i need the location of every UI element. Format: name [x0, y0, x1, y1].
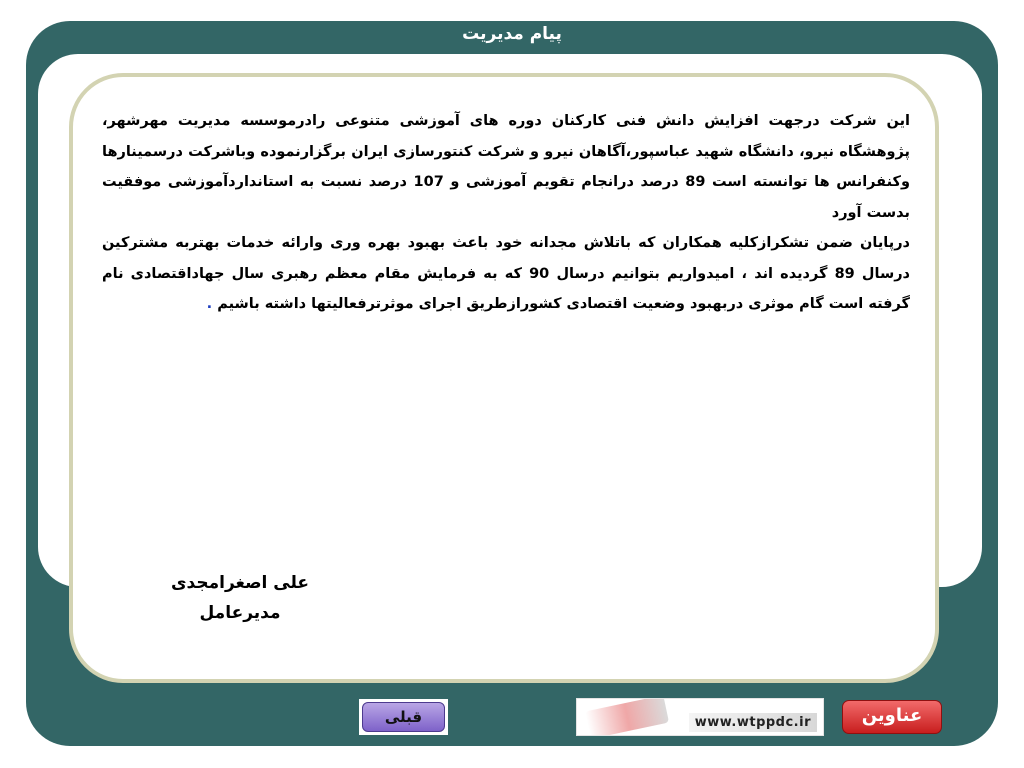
signature-block — [140, 568, 340, 628]
management-message — [102, 106, 910, 320]
website-banner-link[interactable] — [576, 698, 824, 736]
message-paragraph-2: درپایان ضمن تشکرازکلیه همکاران که باتلاش مجدانه خود باعث بهبود بهره وری وارائه خدمات بهتربه مشترکین درسال 89 گردیده اند ، امیدواریم بتوانیم درسال 90 که به فرمایش مقام معظم رهبری سال جهاداقتصادی نام گرفته است گام موثری دربهبود وضعیت اقتصادی کشورازطریق اجرای موثرترفعالیتها داشته باشیم — [102, 235, 910, 312]
previous-button-label: قبلی — [362, 702, 445, 732]
previous-button[interactable] — [359, 699, 448, 735]
message-paragraph-1: این شرکت درجهت افزایش دانش فنی کارکنان دوره های آموزشی متنوعی رادرموسسه مدیریت مهرشهر، پژوهشگاه نیرو، دانشگاه شهید عباسپور،آگاهان نیرو و شرکت کنتورسازی ایران برگزارنموده وباشرکت درسمینارها وکنفرانس ها توانسته است 89 درصد درانجام تقویم آموزشی و 107 درصد نسبت به استانداردآموزشی موفقیت بدست آورد — [102, 113, 910, 221]
page-title: پیام مدیریت — [462, 24, 562, 44]
signature-role: مدیرعامل — [199, 603, 281, 623]
contents-button[interactable]: عناوین — [842, 700, 942, 734]
signature-name: علی اصغرامجدی — [170, 573, 310, 593]
message-end-mark: . — [206, 296, 213, 312]
banner-logo-graphic — [585, 698, 669, 736]
banner-url: www.wtppdc.ir — [689, 713, 817, 732]
